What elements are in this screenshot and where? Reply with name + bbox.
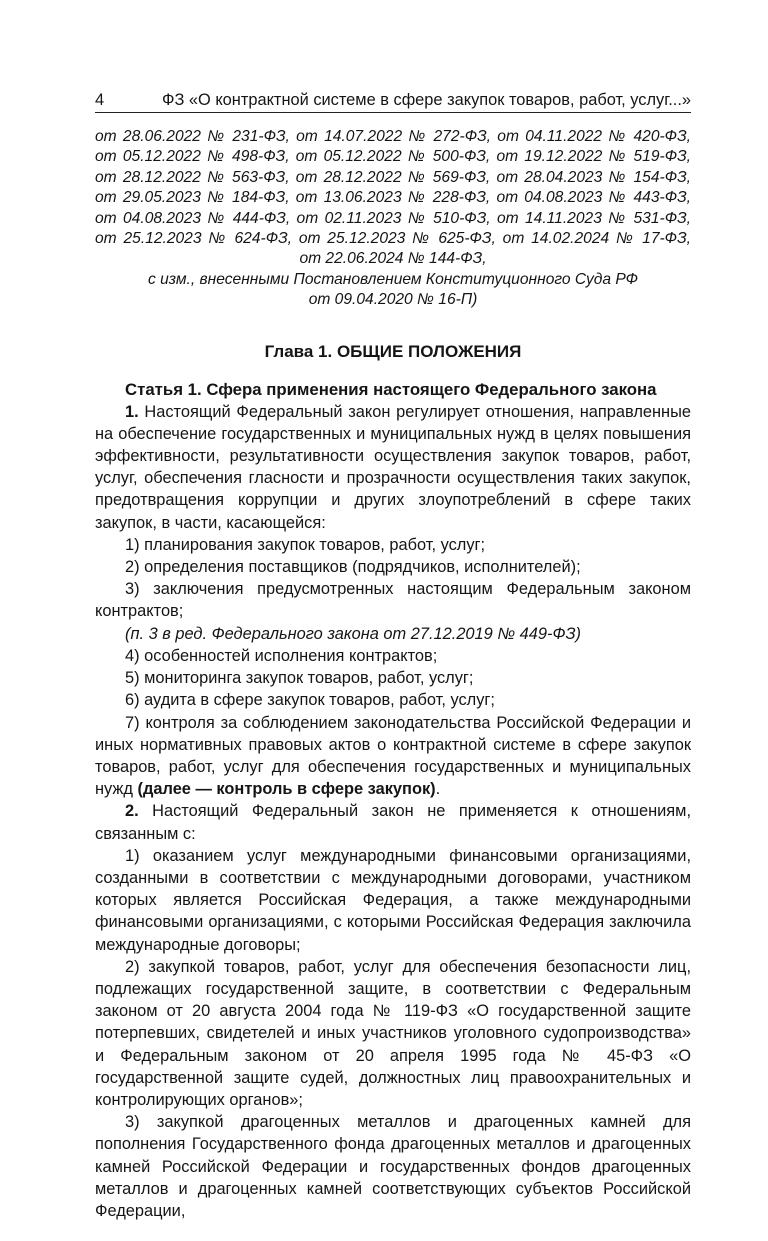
list-item-text: 7) контроля за соблюдением законодательства Российской Федерации и иных нормативных правовых актов о контрактной системе в сфере закупок товаров, работ, услуг для обеспечения государственных и муниципальных нужд <box>95 713 691 799</box>
page-number: 4 <box>95 91 105 109</box>
amendment-line-centered: от 22.06.2024 № 144-ФЗ, <box>299 250 487 268</box>
running-title: ФЗ «О контрактной системе в сфере закупок товаров, работ, услуг...» <box>161 91 691 109</box>
document-page <box>95 88 691 1222</box>
list-item-end: . <box>435 780 441 799</box>
list-item: 5) мониторинга закупок товаров, работ, услуг; <box>125 669 474 688</box>
paragraph-1 <box>95 401 691 534</box>
list-item: 1) оказанием услуг международными финансовыми организациями, созданными в соответствии с международными договорами, участником которых является Российская Федерация, а также международными финансовыми организациями, с которыми Российская Федерация заключила международные договоры; <box>95 846 691 954</box>
list-item: 4) особенностей исполнения контрактов; <box>125 646 438 665</box>
edition-note: (п. 3 в ред. Федерального закона от 27.12.2019 № 449-ФЗ) <box>125 624 581 643</box>
list-item: 2) закупкой товаров, работ, услуг для обеспечения безопасности лиц, подлежащих государственной защите, в соответствии с Федеральным законом от 20 августа 2004 года № 119-ФЗ «О государственной защите потерпевших, свидетелей и иных участников уголовного судопроизводства» и Федеральным законом от 20 апреля 1995 года № 45-ФЗ «О государственной защите судей, должностных лиц правоохранительных и контролирующих органов»; <box>95 957 691 1109</box>
article-title: Статья 1. Сфера применения настоящего Федерального закона <box>125 379 657 399</box>
paragraph-2 <box>95 800 691 844</box>
amendment-line: от 04.08.2023 № 444-ФЗ, от 02.11.2023 № 510-ФЗ, от 14.11.2023 № 531-ФЗ, <box>95 209 691 227</box>
amendments-block <box>95 127 691 311</box>
paragraph-number: 1. <box>125 402 139 421</box>
list-item: 2) определения поставщиков (подрядчиков, исполнителей); <box>125 558 581 577</box>
amendment-line: от 25.12.2023 № 624-ФЗ, от 25.12.2023 № 625-ФЗ, от 14.02.2024 № 17-ФЗ, <box>95 230 691 248</box>
list-item <box>95 712 691 801</box>
amendment-line: от 28.06.2022 № 231-ФЗ, от 14.07.2022 № 272-ФЗ, от 04.11.2022 № 420-ФЗ, <box>95 128 691 145</box>
amendment-line: от 28.12.2022 № 563-ФЗ, от 28.12.2022 № 569-ФЗ, от 28.04.2023 № 154-ФЗ, <box>95 168 691 186</box>
chapter-title: Глава 1. ОБЩИЕ ПОЛОЖЕНИЯ <box>264 341 522 361</box>
list-item: 6) аудита в сфере закупок товаров, работ, услуг; <box>125 691 495 710</box>
list-item: 3) закупкой драгоценных металлов и драгоценных камней для пополнения Государственного фонда драгоценных металлов и драгоценных камней Российской Федерации и государственных фондов драгоценных металлов и драгоценных камней соответствующих субъектов Российской Федерации, <box>95 1113 691 1220</box>
paragraph-text: Настоящий Федеральный закон регулирует отношения, направленные на обеспечение государственных и муниципальных нужд в целях повышения эффективности, результативности осуществления закупок товаров, работ, услуг, обеспечения гласности и прозрачности осуществления таких закупок, предотвращения коррупции и других злоупотреблений в сфере таких закупок, в части, касающейся: <box>95 402 691 532</box>
running-header <box>95 88 691 113</box>
list-item: 3) заключения предусмотренных настоящим Федеральным законом контрактов; <box>95 580 691 621</box>
amendment-line-centered: от 09.04.2020 № 16-П) <box>308 291 478 309</box>
list-item: 1) планирования закупок товаров, работ, услуг; <box>125 535 486 554</box>
defined-term: (далее — контроль в сфере закупок) <box>137 780 436 799</box>
amendment-line: от 29.05.2023 № 184-ФЗ, от 13.06.2023 № 228-ФЗ, от 04.08.2023 № 443-ФЗ, <box>95 189 691 207</box>
amendment-line-centered: с изм., внесенными Постановлением Конституционного Суда РФ <box>147 270 639 288</box>
amendment-line: от 05.12.2022 № 498-ФЗ, от 05.12.2022 № 500-ФЗ, от 19.12.2022 № 519-ФЗ, <box>95 148 691 166</box>
paragraph-number: 2. <box>125 802 139 821</box>
paragraph-text: Настоящий Федеральный закон не применяется к отношениям, связанным с: <box>95 802 691 843</box>
